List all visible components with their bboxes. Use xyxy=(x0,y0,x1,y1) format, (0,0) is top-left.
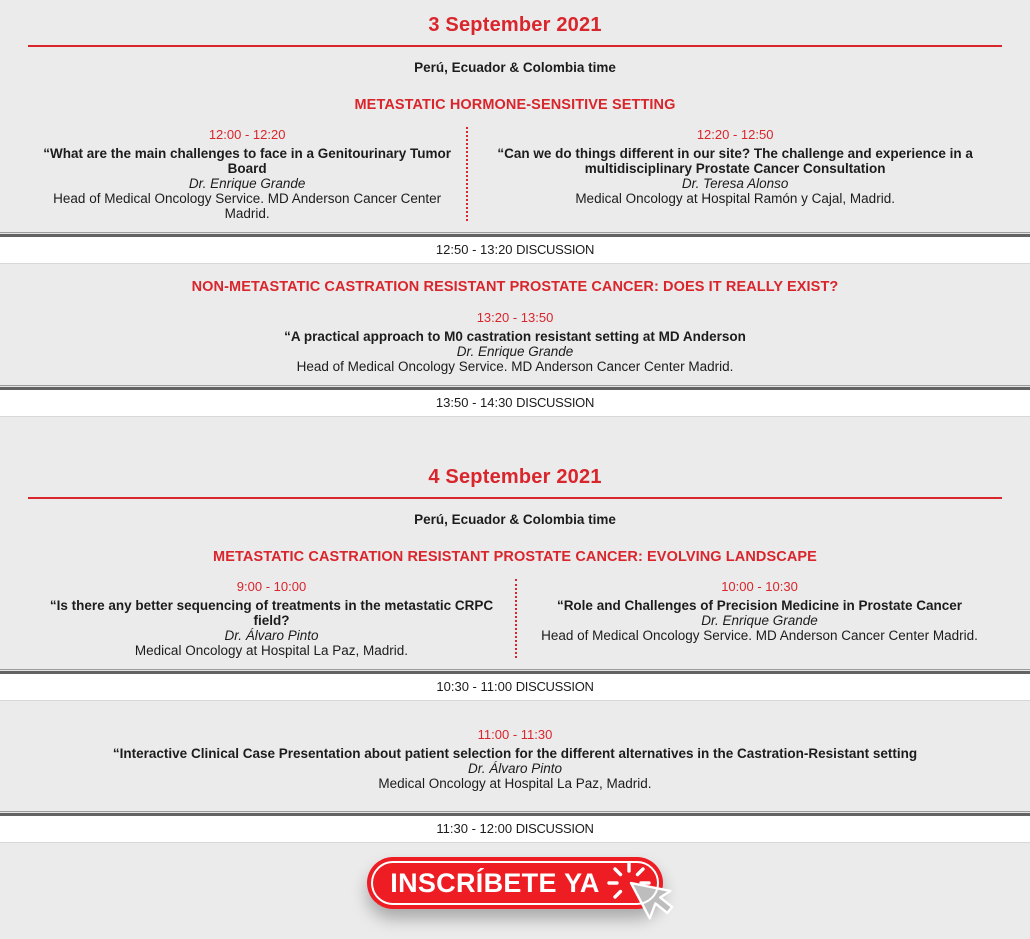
talk-title: “What are the main challenges to face in a Genitourinary Tumor Board xyxy=(43,146,452,176)
talk-card xyxy=(28,579,515,658)
day-2-talks-row xyxy=(28,579,1002,658)
day-2-heading-1: METASTATIC CASTRATION RESISTANT PROSTATE CANCER: EVOLVING LANDSCAPE xyxy=(213,549,817,565)
day-1-talks-row xyxy=(28,127,1002,221)
day-1-timezone: Perú, Ecuador & Colombia time xyxy=(414,60,616,75)
day-2-timezone: Perú, Ecuador & Colombia time xyxy=(414,512,616,527)
discussion-strip xyxy=(0,237,1030,264)
day-2-section xyxy=(0,466,1030,843)
discussion-label: DISCUSSION xyxy=(516,242,595,257)
talk-time: 9:00 - 10:00 xyxy=(236,579,307,594)
talk-affiliation: Medical Oncology at Hospital Ramón y Cajal, Madrid. xyxy=(575,191,895,206)
talk-title: “Is there any better sequencing of treatments in the metastatic CRPC field? xyxy=(49,598,494,628)
day-2-title: 4 September 2021 xyxy=(428,466,602,488)
discussion-bar xyxy=(0,385,1030,417)
discussion-strip xyxy=(0,674,1030,701)
day-1-title: 3 September 2021 xyxy=(428,14,602,36)
discussion-strip xyxy=(0,816,1030,843)
discussion-label: DISCUSSION xyxy=(515,679,594,694)
day-2-rule xyxy=(28,497,1002,499)
discussion-strip xyxy=(0,390,1030,417)
day-1-heading-1: METASTATIC HORMONE-SENSITIVE SETTING xyxy=(354,97,676,113)
talk-affiliation: Head of Medical Oncology Service. MD Anderson Cancer Center Madrid. xyxy=(541,628,978,643)
talk-speaker: Dr. Teresa Alonso xyxy=(681,176,789,191)
discussion-time: 13:50 - 14:30 xyxy=(435,395,513,410)
talk-title: “Interactive Clinical Case Presentation about patient selection for the different alternatives in the Castration-Resistant setting xyxy=(112,746,918,761)
talk-affiliation: Medical Oncology at Hospital La Paz, Madrid. xyxy=(134,643,409,658)
discussion-time: 12:50 - 13:20 xyxy=(435,242,513,257)
discussion-label: DISCUSSION xyxy=(515,821,594,836)
register-button[interactable] xyxy=(367,857,663,909)
cta-container xyxy=(0,857,1030,909)
talk-affiliation: Head of Medical Oncology Service. MD Anderson Cancer Center Madrid. xyxy=(296,359,734,374)
talk-speaker: Dr. Enrique Grande xyxy=(701,613,818,628)
discussion-time: 11:30 - 12:00 xyxy=(436,821,513,836)
talk-speaker: Dr. Enrique Grande xyxy=(188,176,306,191)
talk-affiliation: Medical Oncology at Hospital La Paz, Madrid. xyxy=(378,776,652,791)
discussion-time: 10:30 - 11:00 xyxy=(436,679,513,694)
talk-time: 12:00 - 12:20 xyxy=(208,127,286,142)
talk-card xyxy=(515,579,1002,658)
day-1-section xyxy=(0,14,1030,417)
talk-title: “Role and Challenges of Precision Medicine in Prostate Cancer xyxy=(556,598,963,613)
click-cursor-icon xyxy=(605,859,689,939)
talk-time: 12:20 - 12:50 xyxy=(696,127,774,142)
discussion-bar xyxy=(0,811,1030,843)
day-1-heading-2: NON-METASTATIC CASTRATION RESISTANT PROSTATE CANCER: DOES IT REALLY EXIST? xyxy=(191,279,839,295)
talk-speaker: Dr. Álvaro Pinto xyxy=(467,761,563,776)
talk-card xyxy=(466,127,1002,221)
talk-time: 10:00 - 10:30 xyxy=(721,579,798,594)
talk-card xyxy=(28,310,1002,374)
talk-time: 11:00 - 11:30 xyxy=(477,727,553,742)
talk-speaker: Dr. Álvaro Pinto xyxy=(224,628,319,643)
day-1-rule xyxy=(28,45,1002,47)
talk-card xyxy=(28,127,466,221)
register-button-label: INSCRÍBETE YA xyxy=(390,867,600,898)
talk-title: “Can we do things different in our site? The challenge and experience in a multidisciplinary Prostate Cancer Consultation xyxy=(497,146,973,176)
discussion-bar xyxy=(0,232,1030,264)
discussion-bar xyxy=(0,669,1030,701)
talk-speaker: Dr. Enrique Grande xyxy=(456,344,574,359)
talk-time: 13:20 - 13:50 xyxy=(476,310,554,325)
talk-title: “A practical approach to M0 castration resistant setting at MD Anderson xyxy=(284,329,746,344)
talk-affiliation: Head of Medical Oncology Service. MD Anderson Cancer Center Madrid. xyxy=(53,191,442,221)
discussion-label: DISCUSSION xyxy=(516,395,595,410)
talk-card xyxy=(28,727,1002,791)
